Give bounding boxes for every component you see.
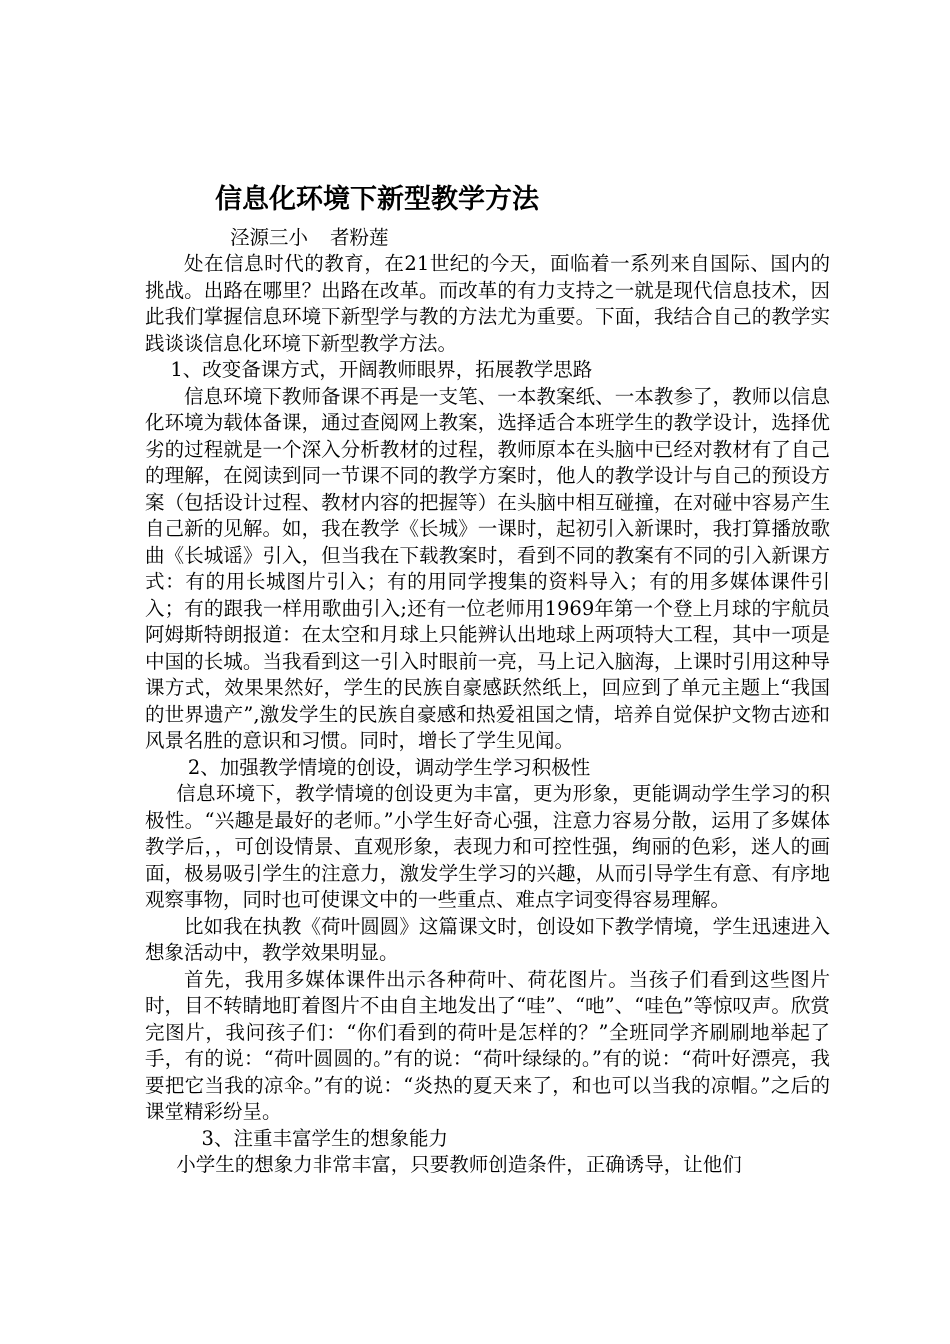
author-school: 泾源三小 [230,226,309,249]
document-page [145,180,830,1179]
author-name: 者粉莲 [330,226,389,249]
document-title: 信息化环境下新型教学方法 [215,184,539,215]
paragraph-section-2: 信息环境下，教学情境的创设更为丰富，更为形象，更能调动学生学习的积极性。“兴趣是最好的老师。”小学生好奇心强，注意力容易分散，运用了多媒体教学后，，可创设情景、直观形象，表现力和可控性强，绚丽的色彩，迷人的画面，极易吸引学生的注意力，激发学生学习的兴趣，从而引导学生有意、有序地观察事物，同时也可使课文中的一些重点、难点字词变得容易理解。 [145,782,830,911]
section-heading-1: 1、改变备课方式，开阔教师眼界，拓展教学思路 [170,358,593,381]
section-heading-2: 2、加强教学情境的创设，调动学生学习积极性 [187,755,591,779]
paragraph-first: 首先，我用多媒体课件出示各种荷叶、荷花图片。当孩子们看到这些图片时，目不转睛地盯着图片不由自主地发出了“哇”、“吔”、“哇色”等惊叹声。欣赏完图片，我问孩子们：“你们看到的荷叶是怎样的？”全班同学齐刷刷地举起了手，有的说：“荷叶圆圆的。”有的说：“荷叶绿绿的。”有的说：“荷叶好漂亮，我要把它当我的凉伞。”有的说：“炎热的夏天来了，和也可以当我的凉帽。”之后的课堂精彩纷呈。 [145,967,830,1123]
paragraph-section-1: 信息环境下教师备课不再是一支笔、一本教案纸、一本教参了，教师以信息化环境为载体备课，通过查阅网上教案，选择适合本班学生的教学设计，选择优劣的过程就是一个深入分析教材的过程，教师原本在头脑中已经对教材有了自己的理解，在阅读到同一节课不同的教学方案时，他人的教学设计与自己的预设方案（包括设计过程、教材内容的把握等）在头脑中相互碰撞，在对碰中容易产生自己新的见解。如，我在教学《长城》一课时，起初引入新课时，我打算播放歌曲《长城谣》引入，但当我在下载教案时，看到不同的教案有不同的引入新课方式：有的用长城图片引入；有的用同学搜集的资料导入；有的用多媒体课件引入；有的跟我一样用歌曲引入;还有一位老师用1969年第一个登上月球的宇航员阿姆斯特朗报道：在太空和月球上只能辨认出地球上两项特大工程，其中一项是中国的长城。当我看到这一引入时眼前一亮，马上记入脑海，上课时引用这种导课方式，效果果然好，学生的民族自豪感跃然纸上，回应到了单元主题上“我国的世界遗产”,激发学生的民族自豪感和热爱祖国之情，培养自觉保护文物古迹和风景名胜的意识和习惯。同时，增长了学生见闻。 [145,384,830,752]
paragraph-section-3: 小学生的想象力非常丰富，只要教师创造条件，正确诱导，让他们 [176,1153,742,1176]
author-line [230,225,830,251]
paragraph-intro: 处在信息时代的教育，在21世纪的今天，面临着一系列来自国际、国内的挑战。出路在哪里？出路在改革。而改革的有力支持之一就是现代信息技术，因此我们掌握信息环境下新型学与教的方法尤为重要。下面，我结合自己的教学实践谈谈信息化环境下新型教学方法。 [145,252,830,355]
section-heading-3: 3、注重丰富学生的想象能力 [201,1126,448,1150]
paragraph-example: 比如我在执教《荷叶圆圆》这篇课文时，创设如下教学情境，学生迅速进入想象活动中，教学效果明显。 [145,914,830,964]
